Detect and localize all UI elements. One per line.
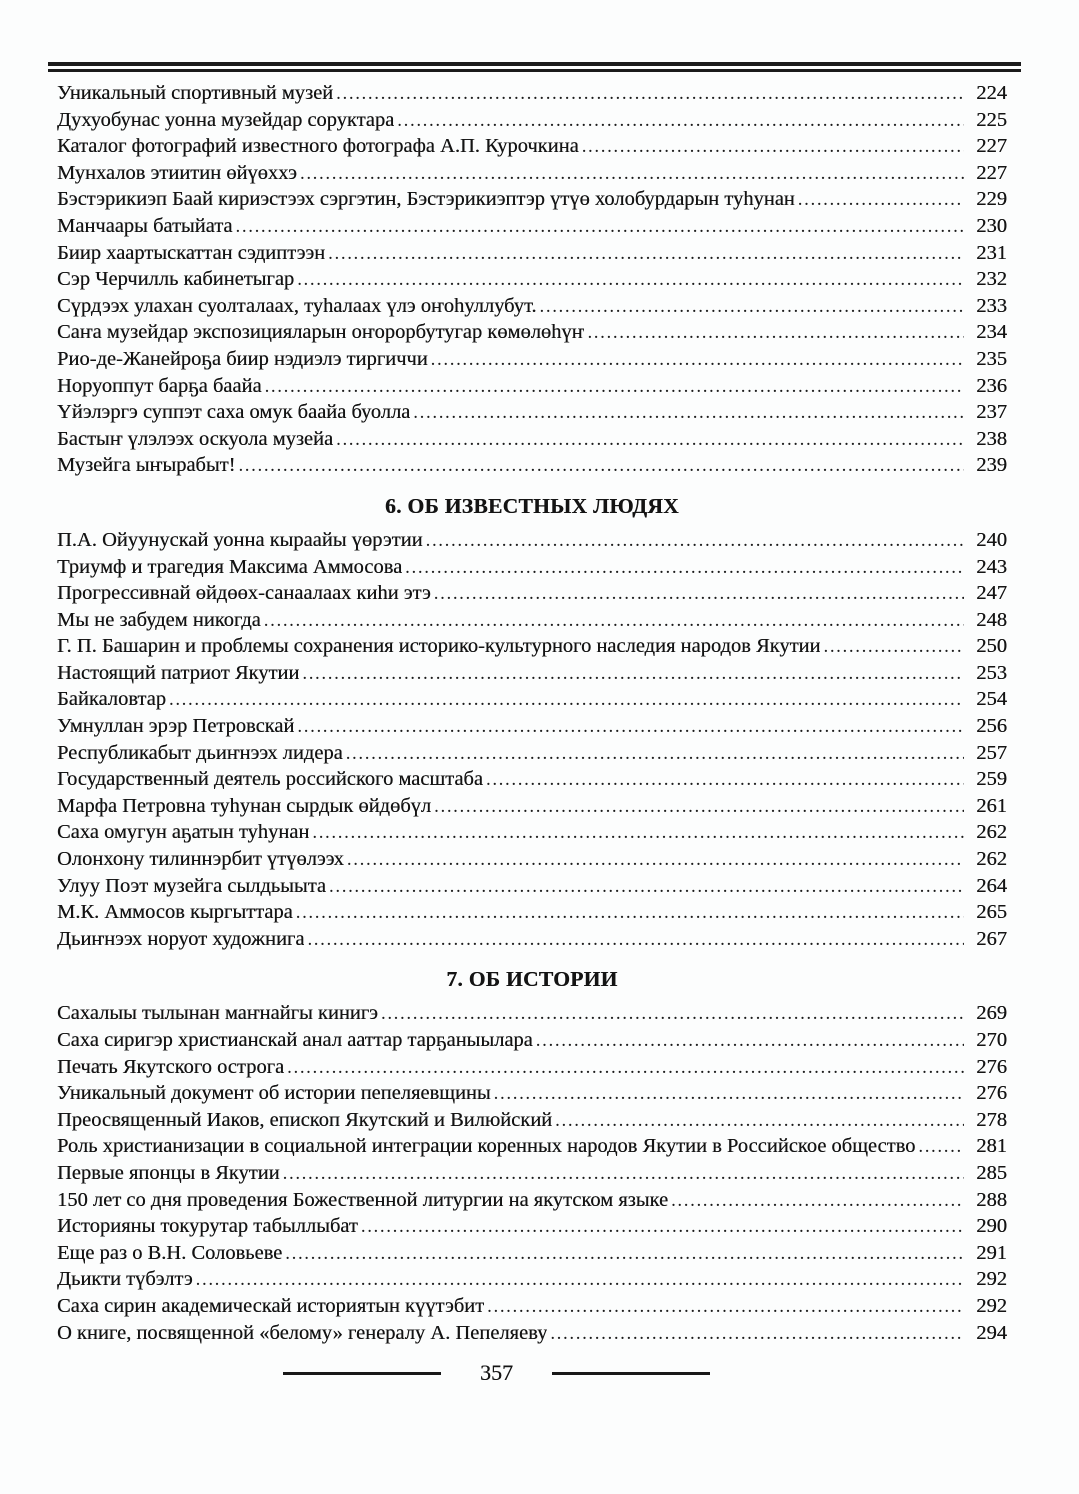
section-heading: 7. ОБ ИСТОРИИ [446,967,618,992]
toc-entry-page: 262 [976,848,1007,871]
dot-leader [413,399,964,426]
toc-entry [57,80,1007,107]
toc-entry-page: 253 [976,661,1007,684]
toc-entry-page: 239 [976,454,1007,477]
toc-entry-page: 240 [976,528,1007,551]
toc-entry [57,240,1007,267]
dot-leader [550,1320,964,1347]
section-heading: 6. ОБ ИЗВЕСТНЫХ ЛЮДЯХ [385,493,679,518]
toc-entry [57,1054,1007,1081]
toc-entry-page: 250 [976,635,1007,658]
toc-entry-title: Г. П. Башарин и проблемы сохранения историко-культурного наследия народов Якутии [57,635,821,658]
toc-entry-page: 234 [976,321,1007,344]
toc-entry-page: 229 [976,188,1007,211]
dot-leader [312,819,964,846]
toc-entry [57,819,1007,846]
dot-leader [918,1133,964,1160]
dot-leader [329,873,964,900]
toc-entry-title: Норуоппут барҕа баайа [57,374,262,397]
toc-entry-title: Прогрессивнай өйдөөх-санаалаах киһи этэ [57,582,431,605]
dot-leader [265,373,964,400]
toc-entry-title: Каталог фотографий известного фотографа А.П. Курочкина [57,135,579,158]
toc-entry-title: Умнуллан эрэр Петровскай [57,715,295,738]
page-top-double-rule [48,62,1021,72]
toc-entry [57,899,1007,926]
dot-leader [361,1213,964,1240]
page-footer [0,1360,1036,1386]
toc-entry-title: Саха сиригэр христианскай анал ааттар тарҕаныылара [57,1029,533,1051]
toc-entry [57,873,1007,900]
toc-entry-page: 243 [976,555,1007,578]
toc-entry [57,399,1007,426]
dot-leader [297,266,964,293]
toc-entry [57,373,1007,400]
toc-entry [57,580,1007,607]
dot-leader [297,713,964,740]
toc-entry-title: Рио-де-Жанейроҕа биир нэдиэлэ тиргиччи [57,347,428,370]
toc-entry-page: 235 [976,347,1007,370]
dot-leader [169,686,964,713]
toc-entry-title: Республикабыт дьиҥнээх лидера [57,741,343,764]
dot-leader [238,452,964,479]
toc-entry-title: Уникальный документ об истории пепеляевщины [57,1082,491,1105]
toc-entry-page: 285 [976,1161,1007,1184]
toc-entry-page: 290 [976,1215,1007,1238]
dot-leader [487,1293,964,1320]
toc-entry [57,160,1007,187]
toc-entry [57,186,1007,213]
footer-right-rule [552,1372,710,1375]
toc-entry [57,793,1007,820]
toc-entry [57,1320,1007,1347]
toc-entry-page: 247 [976,582,1007,605]
toc-entry-page: 233 [976,294,1007,317]
toc-entry-page: 265 [976,901,1007,924]
toc-entry-title: Первые японцы в Якутии [57,1161,280,1184]
toc-entry [57,607,1007,634]
toc-entry [57,660,1007,687]
toc-entry [57,1000,1007,1027]
toc-entry-page: 232 [976,268,1007,291]
toc-entry-page: 248 [976,608,1007,631]
dot-leader [798,186,964,213]
dot-leader [671,1187,964,1214]
toc-entry-page: 267 [976,927,1007,950]
toc-entry [57,1107,1007,1134]
dot-leader [823,633,964,660]
toc-entry [57,452,1007,479]
dot-leader [264,607,964,634]
toc-entry-page: 224 [976,82,1007,104]
dot-leader [405,554,964,581]
toc-entry-page: 269 [976,1002,1007,1025]
toc-entry-title: Саҥа музейдар экспозицияларын оҥорорбутугар көмөлөһүҥ [57,321,585,344]
toc-entry [57,1187,1007,1214]
dot-leader [347,846,964,873]
toc-entry [57,107,1007,134]
dot-leader [397,107,964,134]
toc-entry [57,1133,1007,1160]
toc-entry [57,213,1007,240]
dot-leader [285,1240,964,1267]
toc-entry-title: Триумф и трагедия Максима Аммосова [57,555,403,578]
toc-entry-page: 256 [976,715,1007,738]
toc-entry-title: Саха сирин академическай историятын күүтэбит [57,1294,485,1317]
toc-entry-title: Үйэлэргэ суппэт саха омук баайа буолла [57,401,411,424]
dot-leader [283,1160,964,1187]
toc-entry-page: 278 [976,1108,1007,1131]
toc-entry [57,426,1007,453]
toc-entry [57,554,1007,581]
toc-entry [57,266,1007,293]
toc-entry-title: Настоящий патриот Якутии [57,661,300,684]
toc-entry-page: 236 [976,374,1007,397]
toc-entry [57,133,1007,160]
toc-entry-title: Улуу Поэт музейга сылдьыыта [57,874,327,897]
toc-entry [57,686,1007,713]
toc-entry-title: Историяны токурутар табыллыбат [57,1215,358,1238]
toc-entry [57,1080,1007,1107]
table-of-contents [57,80,1007,1346]
toc-entry-page: 238 [976,427,1007,450]
toc-entry-title: Байкаловтар [57,688,166,711]
dot-leader [540,293,965,320]
dot-leader [236,213,964,240]
toc-entry-title: 150 лет со дня проведения Божественной литургии на якутском языке [57,1188,669,1211]
toc-entry-title: Мы не забудем никогда [57,608,261,631]
toc-entry [57,633,1007,660]
toc-entry-title: Бэстэрикиэп Баай кириэстээх сэргэтин, Бэстэрикиэптэр үтүө холобурдарын туһунан [57,188,795,211]
toc-entry-page: 262 [976,821,1007,844]
toc-entry [57,846,1007,873]
toc-entry-page: 292 [976,1268,1007,1291]
toc-entry-page: 261 [976,794,1007,817]
toc-entry-page: 288 [976,1188,1007,1211]
toc-entry-title: Саха омугун аҕатын туһунан [57,821,310,844]
dot-leader [302,660,964,687]
toc-entry-page: 292 [976,1294,1007,1317]
toc-entry-title: Государственный деятель российского масштаба [57,768,483,791]
toc-entry [57,293,1007,320]
toc-entry-page: 281 [976,1135,1007,1158]
toc-entry-title: Манчаары батыйата [57,214,233,237]
toc-entry-title: Роль христианизации в социальной интеграции коренных народов Якутии в Российское общество [57,1135,916,1158]
toc-entry-title: Сэр Черчилль кабинетыгар [57,268,295,291]
toc-entry-title: Духуобунас уонна музейдар соруктара [57,108,395,131]
dot-leader [426,527,964,554]
dot-leader [196,1266,964,1293]
toc-entry-title: Дьикти түбэлтэ [57,1268,193,1291]
dot-leader [486,766,964,793]
toc-entry-title: Преосвященный Иаков, епископ Якутский и Вилюйский [57,1108,553,1131]
toc-entry [57,1293,1007,1320]
dot-leader [346,740,964,767]
dot-leader [555,1107,964,1134]
dot-leader [287,1054,964,1081]
dot-leader [431,346,964,373]
dot-leader [336,80,964,107]
dot-leader [336,426,964,453]
toc-entry [57,926,1007,953]
toc-entry-title: О книге, посвященной «белому» генералу А. Пепеляеву [57,1321,548,1344]
dot-leader [434,793,964,820]
dot-leader [307,926,964,953]
toc-entry-page: 291 [976,1241,1007,1264]
toc-entry [57,1240,1007,1267]
toc-entry-title: Музейга ыҥырабыт! [57,454,236,477]
toc-entry-page: 276 [976,1082,1007,1105]
toc-entry-title: Еще раз о В.Н. Соловьеве [57,1241,283,1264]
dot-leader [536,1027,964,1054]
toc-entry-page: 227 [976,161,1007,184]
dot-leader [582,133,964,160]
toc-entry-title: Сахалыы тылынан маҥнайгы кинигэ [57,1002,378,1025]
toc-entry-page: 227 [976,135,1007,158]
toc-entry-title: М.К. Аммосов кыргыттара [57,901,293,924]
dot-leader [381,1000,964,1027]
toc-entry [57,766,1007,793]
toc-entry-title: Сүрдээх улахан суолталаах, туһалаах үлэ оҥоһуллубут. [57,294,537,317]
toc-entry [57,1266,1007,1293]
dot-leader [494,1080,964,1107]
dot-leader [587,319,964,346]
toc-entry [57,346,1007,373]
dot-leader [434,580,964,607]
toc-entry [57,527,1007,554]
toc-entry-page: 259 [976,768,1007,791]
toc-entry [57,713,1007,740]
toc-entry-page: 264 [976,874,1007,897]
toc-entry-page: 270 [976,1029,1007,1051]
toc-entry [57,319,1007,346]
toc-entry-title: Биир хаартыскаттан сэдиптээн [57,241,326,264]
toc-entry-page: 225 [976,108,1007,131]
toc-entry-title: Уникальный спортивный музей [57,82,334,104]
toc-entry [57,1213,1007,1240]
toc-entry-title: Печать Якутского острога [57,1055,285,1078]
toc-entry-title: Бастыҥ үлэлээх оскуола музейа [57,427,334,450]
toc-entry-title: П.А. Ойуунускай уонна кыраайы үөрэтии [57,528,423,551]
toc-entry-page: 257 [976,741,1007,764]
toc-entry-page: 230 [976,214,1007,237]
toc-entry-page: 237 [976,401,1007,424]
toc-entry-title: Олонхону тилиннэрбит үтүөлээх [57,848,344,871]
toc-entry [57,1027,1007,1054]
toc-entry-title: Мунхалов этиитин өйүөххэ [57,161,297,184]
page-number: 357 [480,1360,513,1385]
dot-leader [328,240,964,267]
footer-left-rule [283,1372,441,1375]
toc-entry [57,740,1007,767]
toc-entry-title: Марфа Петровна туһунан сырдык өйдөбүл [57,794,432,817]
toc-entry [57,1160,1007,1187]
dot-leader [300,160,964,187]
toc-entry-page: 294 [976,1321,1007,1344]
toc-entry-page: 231 [976,241,1007,264]
toc-entry-page: 254 [976,688,1007,711]
dot-leader [296,899,964,926]
toc-entry-page: 276 [976,1055,1007,1078]
toc-entry-title: Дьиҥнээх норуот художнига [57,927,305,950]
